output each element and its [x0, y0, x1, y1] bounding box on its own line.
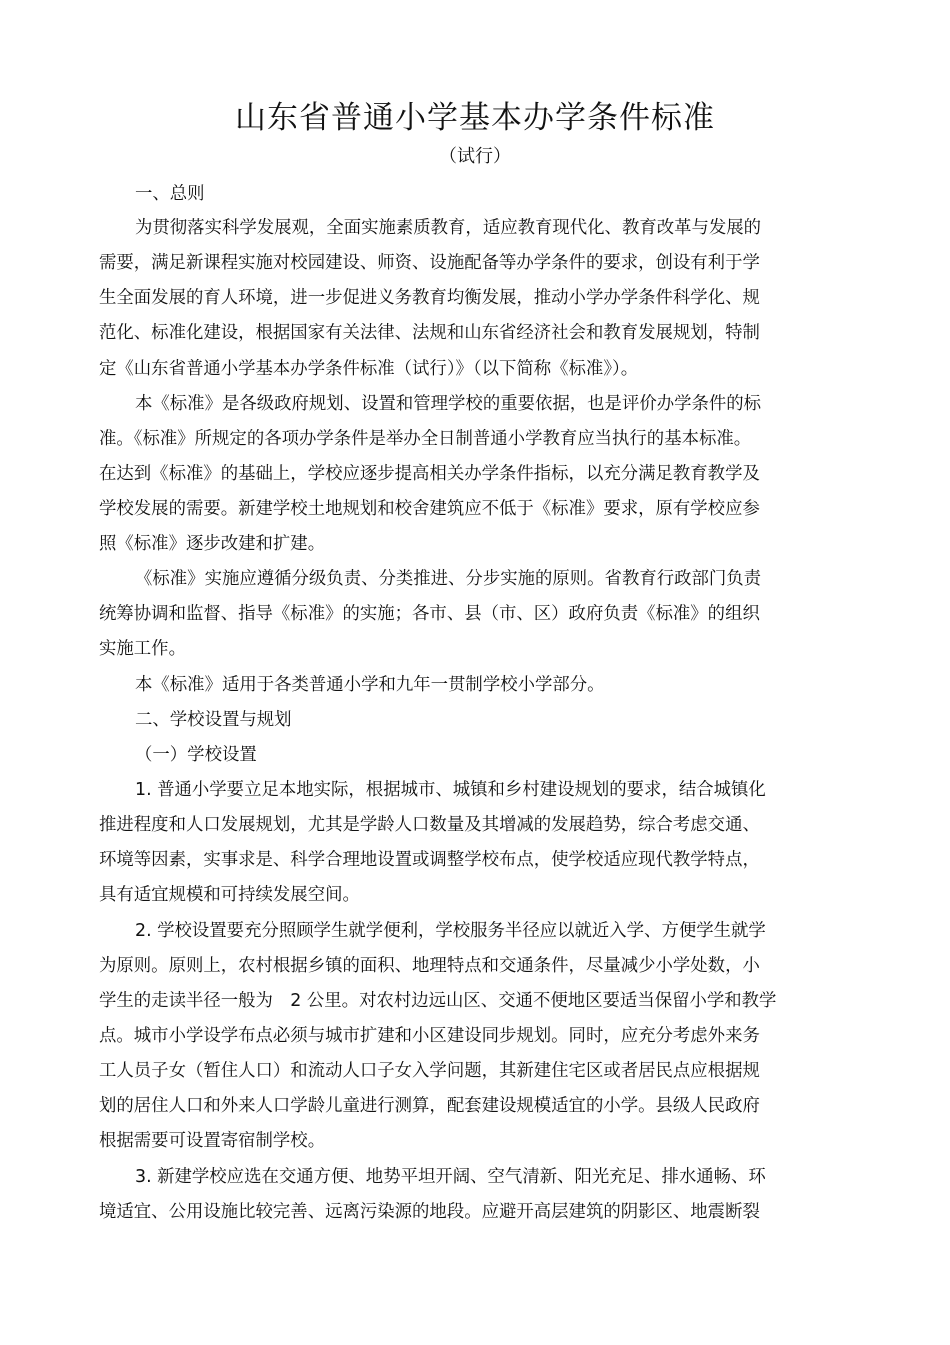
text-line: 划的居住人口和外来人口学龄儿童进行测算，配套建设规模适宜的小学。县级人民政府 — [99, 1096, 760, 1116]
text-line: 定《山东省普通小学基本办学条件标准（试行）》（以下简称《标准》）。 — [99, 359, 639, 379]
text-line: 统筹协调和监督、指导《标准》的实施；各市、县（市、区）政府负责《标准》的组织 — [99, 604, 760, 624]
text-line: 为原则。原则上，农村根据乡镇的面积、地理特点和交通条件，尽量减少小学处数，小 — [99, 956, 760, 976]
text-line: 具有适宜规模和可持续发展空间。 — [99, 885, 360, 905]
text-line: 范化、标准化建设，根据国家有关法律、法规和山东省经济社会和教育发展规划，特制 — [99, 323, 760, 343]
text-line: 3. 新建学校应选在交通方便、地势平坦开阔、空气清新、阳光充足、排水通畅、环 — [135, 1167, 766, 1187]
text-line: 本《标准》适用于各类普通小学和九年一贯制学校小学部分。 — [135, 675, 605, 695]
text-line: 推进程度和人口发展规划，尤其是学龄人口数量及其增减的发展趋势，综合考虑交通、 — [99, 815, 760, 835]
text-line: 实施工作。 — [99, 639, 186, 659]
text-line: 生全面发展的育人环境，进一步促进义务教育均衡发展，推动小学办学条件科学化、规 — [99, 288, 760, 308]
text-line: 需要，满足新课程实施对校园建设、师资、设施配备等办学条件的要求，创设有利于学 — [99, 253, 760, 273]
text-line: 学校发展的需要。新建学校土地规划和校舍建筑应不低于《标准》要求，原有学校应参 — [99, 499, 760, 519]
text-line: 境适宜、公用设施比较完善、远离污染源的地段。应避开高层建筑的阴影区、地震断裂 — [99, 1202, 760, 1222]
document-subtitle: （试行） — [439, 146, 511, 167]
text-line: 工人员子女（暂住人口）和流动人口子女入学问题，其新建住宅区或者居民点应根据规 — [99, 1061, 760, 1081]
text-line: 在达到《标准》的基础上，学校应逐步提高相关办学条件指标，以充分满足教育教学及 — [99, 464, 760, 484]
subsection-heading: （一）学校设置 — [135, 745, 257, 765]
text-line: 为贯彻落实科学发展观，全面实施素质教育，适应教育现代化、教育改革与发展的 — [135, 218, 762, 238]
text-line: 1. 普通小学要立足本地实际，根据城市、城镇和乡村建设规划的要求，结合城镇化 — [135, 780, 766, 800]
section-heading: 二、学校设置与规划 — [135, 710, 292, 730]
text-line: 环境等因素，实事求是、科学合理地设置或调整学校布点，使学校适应现代教学特点， — [99, 850, 760, 870]
text-line: 学生的走读半径一般为 2 公里。对农村边远山区、交通不便地区要适当保留小学和教学 — [99, 991, 777, 1011]
text-line: 《标准》实施应遵循分级负责、分类推进、分步实施的原则。省教育行政部门负责 — [135, 569, 762, 589]
document-title: 山东省普通小学基本办学条件标准 — [235, 100, 715, 136]
text-line: 本《标准》是各级政府规划、设置和管理学校的重要依据，也是评价办学条件的标 — [135, 394, 762, 414]
text-line: 根据需要可设置寄宿制学校。 — [99, 1131, 326, 1151]
text-line: 准。《标准》所规定的各项办学条件是举办全日制普通小学教育应当执行的基本标准。 — [99, 429, 752, 449]
text-line: 点。城市小学设学布点必须与城市扩建和小区建设同步规划。同时，应充分考虑外来务 — [99, 1026, 760, 1046]
section-heading: 一、总则 — [135, 184, 205, 204]
text-line: 照《标准》逐步改建和扩建。 — [99, 534, 326, 554]
text-line: 2. 学校设置要充分照顾学生就学便利，学校服务半径应以就近入学、方便学生就学 — [135, 921, 766, 941]
